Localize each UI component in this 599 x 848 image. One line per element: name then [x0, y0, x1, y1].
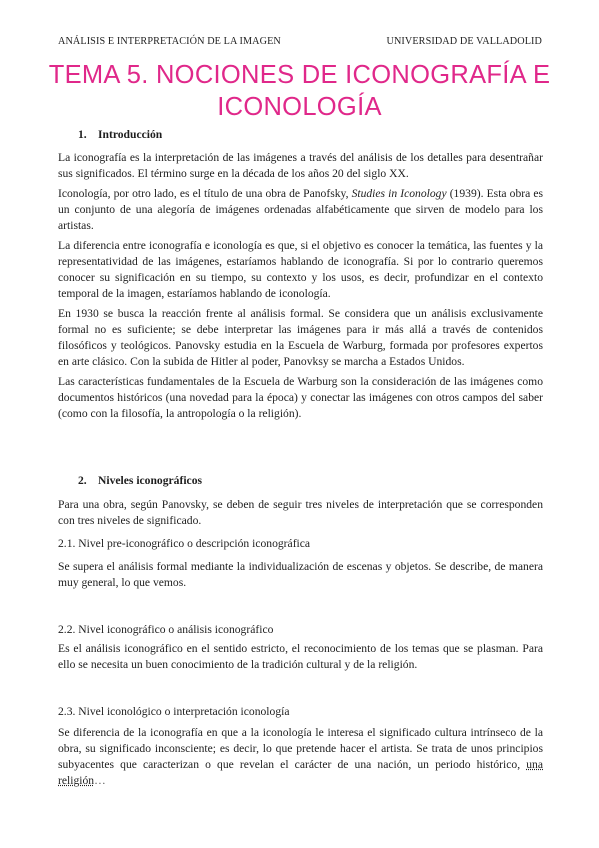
subsection-2-3-title: 2.3. Nivel iconológico o interpretación iconología: [58, 705, 290, 718]
section-1-heading: [58, 127, 543, 143]
intro-paragraph-2-end: (1939). Esta obra es un conjunto de una alegoría de imágenes ordenadas alfabéticamente que sirven de modelo para los artistas.: [58, 187, 543, 232]
intro-paragraph-5: Las características fundamentales de la Escuela de Warburg son la consideración de las imágenes como documentos históricos (una novedad para la época) y conectar las imágenes con otros campos del saber (como con la filosofía, la antropología o la religión).: [58, 375, 543, 420]
intro-paragraph-2: [58, 186, 543, 234]
subsection-2-2-title: 2.2. Nivel iconográfico o análisis iconográfico: [58, 623, 274, 636]
intro-paragraph-3: La diferencia entre iconografía e iconología es que, si el objetivo es conocer la temática, las fuentes y la representatividad de las imágenes, estaríamos hablando de iconografía. Si por lo contrario queremos conocer su significación en su tiempo, su contexto y los usos, es decir, profundizar en el contexto temporal de la imagen, estaríamos hablando de iconología.: [58, 239, 543, 300]
subsection-2-1-text: Se supera el análisis formal mediante la individualización de escenas y objetos. Se describe, de manera muy general, lo que vemos.: [58, 560, 543, 589]
subsection-2-3-body: Se diferencia de la iconografía en que a la iconología le interesa el significado cultura intrínseco de la obra, su significado inconsciente; es decir, lo que pretende hacer el artista. Se trata de unos principios subyacentes que caracterizan o que revelan el carácter de una nación, un periodo histórico,: [58, 726, 543, 771]
title-line-2: ICONOLOGÍA: [217, 93, 382, 121]
ellipsis: …: [94, 774, 106, 787]
book-title: Studies in Iconology: [351, 187, 447, 200]
levels-intro-paragraph: Para una obra, según Panovsky, se deben de seguir tres niveles de interpretación que se corresponden con tres niveles de significado.: [58, 498, 543, 527]
section-2-number: 2.: [78, 474, 87, 487]
running-header-university: UNIVERSIDAD DE VALLADOLID: [386, 36, 542, 47]
running-header-course: ANÁLISIS E INTERPRETACIÓN DE LA IMAGEN: [58, 36, 281, 47]
subsection-2-3-text: [58, 725, 543, 789]
subsection-2-3-last-words: una religión: [58, 758, 543, 787]
intro-paragraph-4: En 1930 se busca la reacción frente al análisis formal. Se considera que un análisis exclusivamente formal no es suficiente; se debe interpretar las imágenes para ir más allá a través de contenidos filosóficos y teológicos. Panovsky estudia en la Escuela de Warburg, formada por profesores expertos en arte clásico. Con la subida de Hitler al poder, Panovksy se marcha a Estados Unidos.: [58, 307, 543, 368]
subsection-2-1-title: 2.1. Nivel pre-iconográfico o descripción iconográfica: [58, 537, 311, 550]
subsection-2-2-text: Es el análisis iconográfico en el sentido estricto, el reconocimiento de los temas que se plasman. Para ello se necesita un buen conocimiento de la tradición cultural y de la religión.: [58, 642, 543, 671]
title-line-1: TEMA 5. NOCIONES DE ICONOGRAFÍA E: [48, 61, 551, 89]
document-title: [40, 59, 559, 123]
section-1-title: Introducción: [98, 128, 163, 141]
section-2-heading: [58, 473, 543, 489]
section-1-number: 1.: [78, 128, 87, 141]
intro-paragraph-1: La iconografía es la interpretación de las imágenes a través del análisis de los detalles para desentrañar sus significados. El término surge en la década de los años 20 del siglo XX.: [58, 151, 543, 180]
intro-paragraph-2-start: Iconología, por otro lado, es el título de una obra de Panofsky,: [58, 187, 352, 200]
section-2-title: Niveles iconográficos: [98, 474, 202, 487]
